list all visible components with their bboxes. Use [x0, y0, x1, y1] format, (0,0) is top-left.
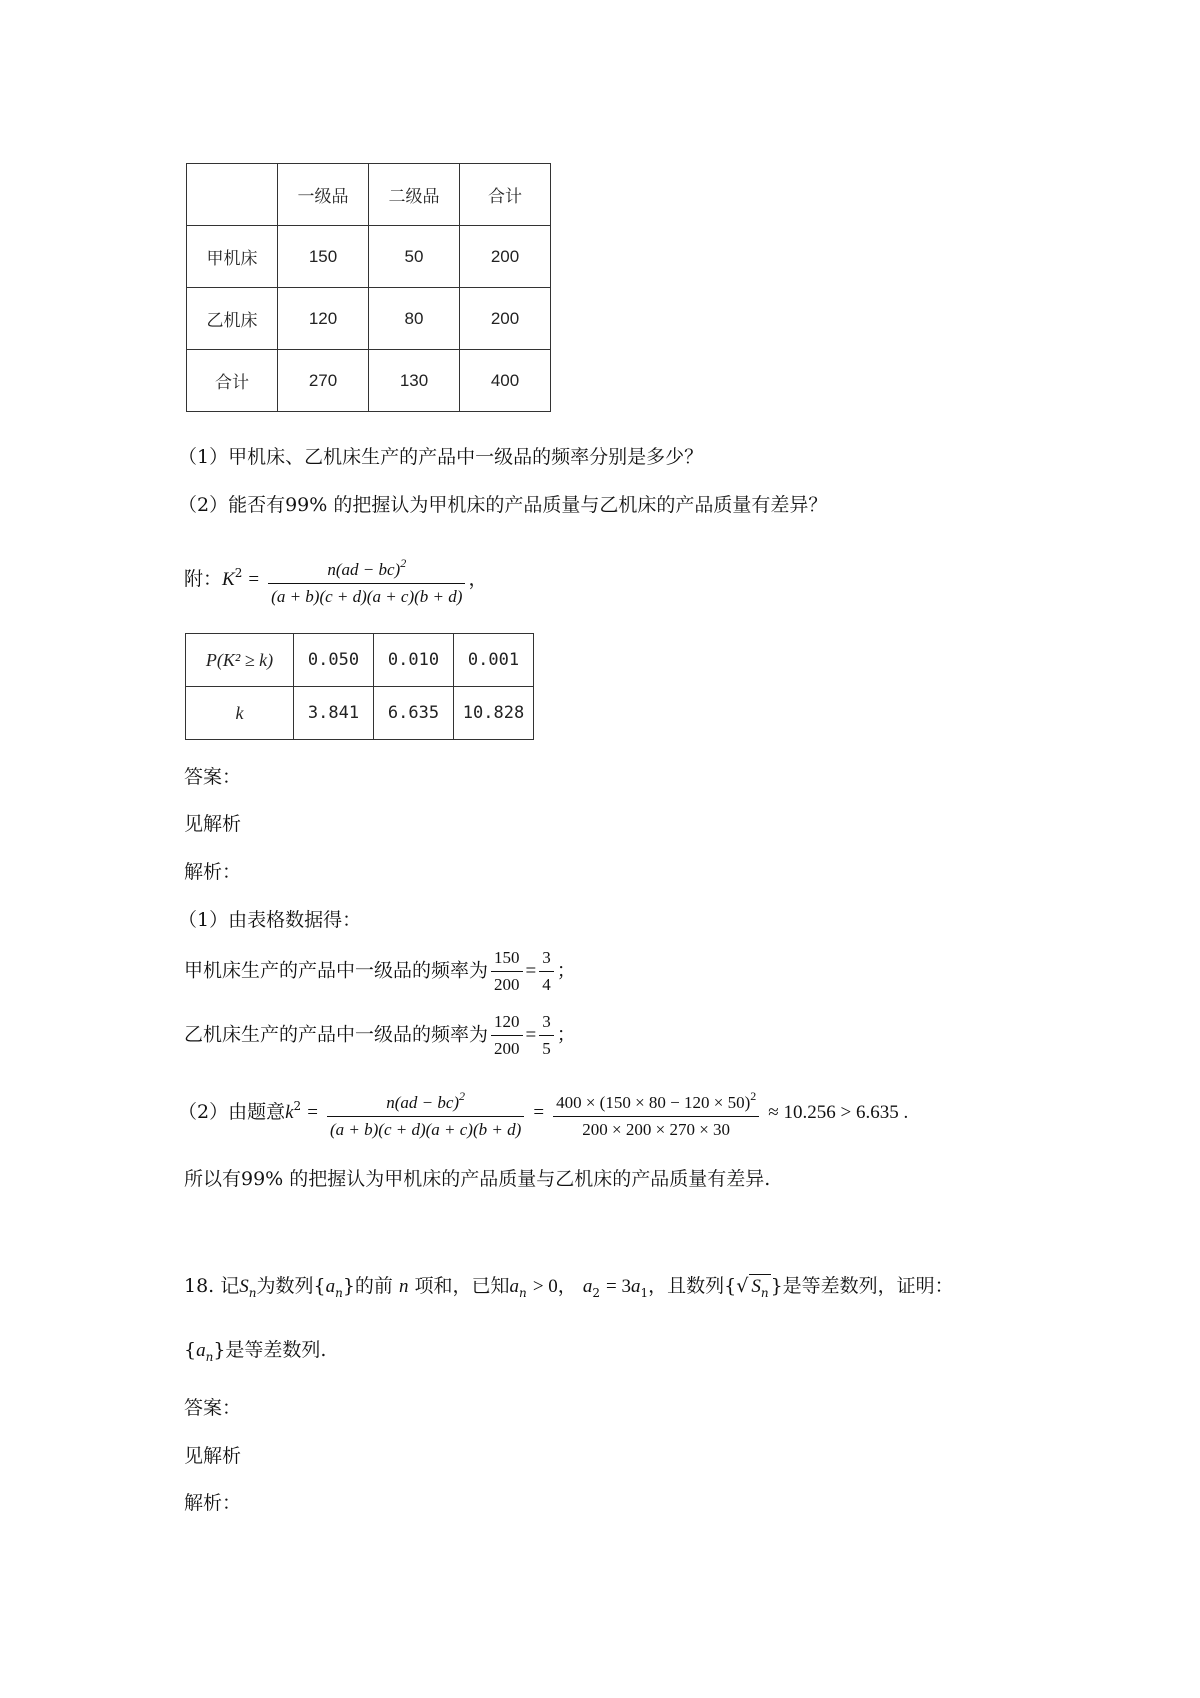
step-text: 乙机床生产的产品中一级品的频率为 [184, 1023, 489, 1046]
chi-square-fraction [268, 552, 465, 608]
question-text: 项和，已知 [414, 1275, 510, 1297]
question-2: （2）能否有99% 的把握认为甲机床的产品质量与乙机床的产品质量有差异？ [178, 494, 828, 516]
fraction-numerator [268, 552, 465, 584]
math-subscript: 2 [592, 1286, 600, 1300]
table-cell: 0.010 [374, 634, 454, 687]
table-row [187, 288, 551, 350]
question-text: = 3 [606, 1276, 631, 1297]
formula-equals: = [525, 1024, 537, 1046]
simplified-fraction [539, 1011, 554, 1060]
analysis-label: 解析： [184, 861, 242, 883]
math-symbol: a [630, 1276, 641, 1297]
solution-conclusion: 所以有99% 的把握认为甲机床的产品质量与乙机床的产品质量有差异. [184, 1168, 771, 1190]
solution-step-4 [178, 1085, 908, 1141]
math-symbol: a [509, 1276, 520, 1297]
numerator-text: n(ad − bc) [386, 1093, 460, 1112]
analysis-label: 解析： [184, 1492, 242, 1514]
math-symbol: a [196, 1340, 206, 1361]
fraction-numerator: 120 [491, 1011, 523, 1036]
frequency-fraction [491, 947, 523, 996]
answer-text: 见解析 [184, 1445, 242, 1467]
table-header-row [187, 164, 551, 226]
question-1: （1）甲机床、乙机床生产的产品中一级品的频率分别是多少？ [178, 446, 704, 468]
table-cell: 0.050 [294, 634, 374, 687]
formula-equals: = [248, 569, 260, 590]
math-symbol: n [398, 1276, 409, 1297]
math-symbol: S [239, 1276, 249, 1297]
table-header-cell: 二级品 [369, 164, 460, 226]
math-subscript: n [335, 1286, 343, 1300]
numerator-text: 400 × (150 × 80 − 120 × 50) [556, 1093, 751, 1112]
table-header-cell: 一级品 [278, 164, 369, 226]
fraction-numerator [327, 1085, 524, 1117]
answer-label: 答案： [184, 766, 242, 788]
question-18-line-2 [184, 1337, 326, 1370]
sqrt-radicand [749, 1274, 770, 1300]
fraction-numerator [553, 1085, 759, 1117]
fraction-denominator: 200 [494, 1039, 520, 1058]
question-text: ，且数列{ [648, 1275, 737, 1297]
table-cell: 甲机床 [187, 226, 278, 288]
math-subscript: n [519, 1286, 527, 1300]
step-prefix: （2）由题意 [178, 1101, 286, 1123]
formula-equals: = [533, 1102, 545, 1123]
table-row [186, 687, 534, 740]
simplified-fraction [539, 947, 554, 996]
step-tail: ； [556, 1023, 576, 1046]
formula-lhs-exponent: 2 [234, 566, 243, 580]
table-row-label: k [186, 687, 294, 740]
table-cell: 130 [369, 350, 460, 412]
appendix-label: 附： [184, 568, 223, 590]
result-comparison: ≈ 10.256 > 6.635 . [768, 1102, 909, 1123]
solution-step-3 [184, 1011, 576, 1060]
question-18-line-1 [184, 1273, 954, 1306]
step-text: 甲机床生产的产品中一级品的频率为 [184, 959, 489, 982]
question-text: }是等差数列，证明： [770, 1275, 954, 1297]
formula-lhs: k [285, 1102, 294, 1123]
numerator-text: n(ad − bc) [327, 560, 401, 579]
formula-equals: = [307, 1102, 318, 1123]
table-row [187, 226, 551, 288]
computed-fraction [553, 1085, 759, 1141]
table-cell: 80 [369, 288, 460, 350]
formula-lhs-exponent: 2 [293, 1099, 302, 1113]
frequency-fraction [491, 1011, 523, 1060]
table-cell: 400 [460, 350, 551, 412]
table-cell: 50 [369, 226, 460, 288]
formula-equals: = [525, 960, 537, 982]
table-row [187, 350, 551, 412]
formula-tail: ， [468, 568, 488, 590]
table-cell: 6.635 [374, 687, 454, 740]
fraction-numerator: 3 [539, 1011, 554, 1036]
fraction-denominator: 5 [542, 1039, 551, 1058]
question-text: { [184, 1339, 197, 1361]
table-cell: 10.828 [454, 687, 534, 740]
table-cell: 3.841 [294, 687, 374, 740]
step-tail: ； [556, 959, 576, 982]
table-cell: 200 [460, 288, 551, 350]
solution-step-1: （1）由表格数据得： [178, 909, 362, 931]
chi-square-fraction [327, 1085, 524, 1141]
table-cell: 合计 [187, 350, 278, 412]
math-subscript: n [760, 1286, 769, 1300]
table-cell: 乙机床 [187, 288, 278, 350]
fraction-numerator: 3 [539, 947, 554, 972]
table-cell: 120 [278, 288, 369, 350]
fraction-denominator: 200 × 200 × 270 × 30 [582, 1120, 731, 1139]
math-subscript: n [205, 1350, 214, 1364]
math-subscript: 1 [640, 1286, 649, 1300]
math-symbol: S [751, 1276, 761, 1297]
numerator-exponent: 2 [400, 556, 407, 570]
fraction-denominator: 4 [542, 975, 551, 994]
critical-value-table [185, 633, 534, 740]
fraction-denominator: (a + b)(c + d)(a + c)(b + d) [329, 1120, 522, 1139]
fraction-denominator: (a + b)(c + d)(a + c)(b + d) [271, 587, 463, 606]
table-cell [187, 164, 278, 226]
machine-quality-table [186, 163, 551, 412]
answer-label: 答案： [184, 1397, 242, 1419]
appendix-formula [184, 552, 487, 608]
question-text: }的前 [342, 1275, 393, 1297]
table-cell: 150 [278, 226, 369, 288]
fraction-denominator: 200 [494, 975, 520, 994]
numerator-exponent: 2 [750, 1089, 757, 1103]
formula-lhs: K [222, 569, 235, 590]
question-number: 18. 记 [184, 1275, 240, 1297]
question-text: > 0， [532, 1276, 577, 1297]
table-cell: 270 [278, 350, 369, 412]
sqrt-symbol: √ [736, 1275, 749, 1297]
table-cell: 0.001 [454, 634, 534, 687]
math-symbol: a [582, 1276, 593, 1297]
table-row-label: P(K² ≥ k) [186, 634, 294, 687]
solution-step-2 [184, 947, 576, 996]
table-header-cell: 合计 [460, 164, 551, 226]
math-symbol: a [325, 1276, 336, 1297]
question-text: 为数列{ [256, 1275, 326, 1297]
answer-text: 见解析 [184, 813, 242, 835]
numerator-exponent: 2 [459, 1089, 466, 1103]
question-text: }是等差数列. [213, 1339, 327, 1361]
table-cell: 200 [460, 226, 551, 288]
table-row [186, 634, 534, 687]
fraction-numerator: 150 [491, 947, 523, 972]
math-subscript: n [248, 1286, 257, 1300]
